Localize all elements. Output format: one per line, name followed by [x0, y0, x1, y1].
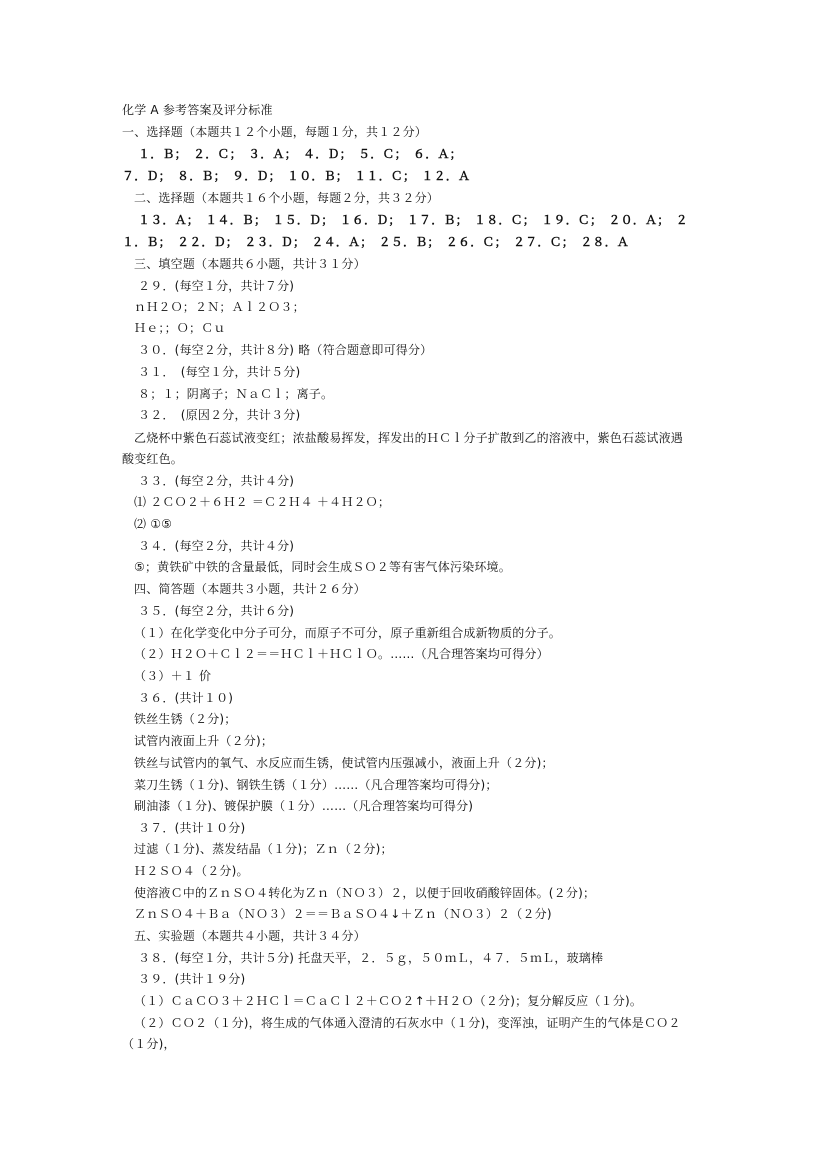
answer-line: ｎＨ２Ｏ；２Ｎ；Ａｌ２Ｏ３；: [134, 300, 305, 314]
question-header: ２９．(每空１分，共计７分): [138, 279, 295, 293]
question-header: ３７．(共计１０分): [138, 821, 246, 835]
answer-line: 使溶液Ｃ中的ＺｎＳＯ４转化为Ｚｎ（ＮＯ３）２，以便于回收硝酸锌固体。(２分)；: [134, 886, 596, 900]
answer-line: １．Ｂ； ２．Ｃ； ３．Ａ； ４．Ｄ； ５．Ｃ； ６．Ａ；: [138, 147, 462, 161]
section-heading: 一、选择题（本题共１２个小题，每题１分，共１２分）: [122, 125, 428, 139]
section-heading: 三、填空题（本题共６小题，共计３１分）: [134, 257, 366, 271]
section-heading: 四、简答题（本题共３小题，共计２６分）: [134, 582, 366, 596]
question-header: ３２． (原因２分，共计３分): [138, 408, 301, 422]
question-header: ３８．(每空１分，共计５分) 托盘天平，２．５ｇ，５０ｍＬ，４７．５ｍＬ，玻璃棒: [138, 951, 604, 965]
section-heading: 二、选择题（本题共１６个小题，每题２分，共３２分）: [134, 191, 440, 205]
answer-line: 铁丝生锈（２分)；: [134, 712, 237, 726]
answer-line: 菜刀生锈（１分)、钢铁生锈（１分）……（凡合理答案均可得分)；: [134, 778, 498, 792]
answer-line: ７．Ｄ； ８．Ｂ； ９．Ｄ； １０．Ｂ； １１．Ｃ； １２．Ａ: [122, 169, 471, 183]
answer-line: ⑤；黄铁矿中铁的含量最低，同时会生成ＳＯ２等有害气体污染环境。: [134, 560, 511, 574]
answer-line: （２）ＣＯ２（１分)，将生成的气体通入澄清的石灰水中（１分)，变浑浊，证明产生的气体是ＣＯ２: [134, 1016, 681, 1030]
question-header: ３０．(每空２分，共计８分) 略（符合题意即可得分）: [138, 343, 433, 357]
question-header: ３１． (每空１分，共计５分): [138, 365, 301, 379]
question-header: ３６．(共计１０): [138, 691, 234, 705]
answer-line: ⑴ ２ＣＯ２＋６Ｈ２ ＝Ｃ２Ｈ４ ＋４Ｈ２Ｏ；: [134, 495, 391, 509]
question-header: ３５．(每空２分，共计６分): [138, 604, 295, 618]
answer-line: （２）Ｈ２Ｏ＋Ｃｌ２＝＝ＨＣｌ＋ＨＣｌＯ。……（凡合理答案均可得分）: [134, 647, 549, 661]
answer-line: １３．Ａ； １４．Ｂ； １５．Ｄ； １６．Ｄ； １７．Ｂ； １８．Ｃ； １９．Ｃ； ２０．Ａ； ２: [138, 213, 688, 227]
answer-line: （３）＋１ 价: [134, 669, 212, 683]
answer-line: １．Ｂ； ２２．Ｄ； ２３．Ｄ； ２４．Ａ； ２５．Ｂ； ２６．Ｃ； ２７．Ｃ； ２８．Ａ: [122, 235, 630, 249]
answer-line: ⑵ ①⑤: [134, 517, 173, 531]
answer-line: Ｈ２ＳＯ４（２分)。: [134, 864, 249, 878]
section-heading: 五、实验题（本题共４小题，共计３４分）: [134, 929, 366, 943]
answer-line: （１）ＣａＣＯ３＋２ＨＣｌ＝ＣａＣｌ２＋ＣＯ２↑＋Ｈ２Ｏ（２分)；复分解反应（１分)。: [134, 994, 643, 1008]
answer-line: 刷油漆（１分)、镀保护膜（１分）……（凡合理答案均可得分): [134, 799, 474, 813]
answer-line: ８；１；阴离子；ＮａＣｌ；离子。: [138, 387, 334, 401]
document-title: 化学 A 参考答案及评分标准: [122, 103, 273, 117]
question-header: ３４．(每空２分，共计４分): [138, 539, 295, 553]
answer-line: 酸变红色。: [122, 452, 184, 466]
question-header: ３９．(共计１９分): [138, 972, 246, 986]
answer-line: 铁丝与试管内的氧气、水反应而生锈，使试管内压强减小，液面上升（２分)；: [134, 756, 554, 770]
answer-line: 过滤（１分)、蒸发结晶（１分)；Ｚｎ（２分)；: [134, 842, 393, 856]
answer-line: 乙烧杯中紫色石蕊试液变红；浓盐酸易挥发，挥发出的ＨＣｌ分子扩散到乙的溶液中，紫色石蕊试液遇: [134, 431, 684, 445]
answer-line: 试管内液面上升（２分)；: [134, 734, 274, 748]
question-header: ３３．(每空２分，共计４分): [138, 474, 295, 488]
answer-line: （１分)，: [122, 1037, 176, 1051]
answer-line: （１）在化学变化中分子可分，而原子不可分，原子重新组合成新物质的分子。: [134, 626, 562, 640]
answer-line: ＺｎＳＯ４＋Ｂａ（ＮＯ３）２＝＝ＢａＳＯ４↓＋Ｚｎ（ＮＯ３）２（２分): [134, 907, 552, 921]
answer-line: Ｈｅ；；Ｏ；Ｃｕ: [134, 321, 226, 335]
